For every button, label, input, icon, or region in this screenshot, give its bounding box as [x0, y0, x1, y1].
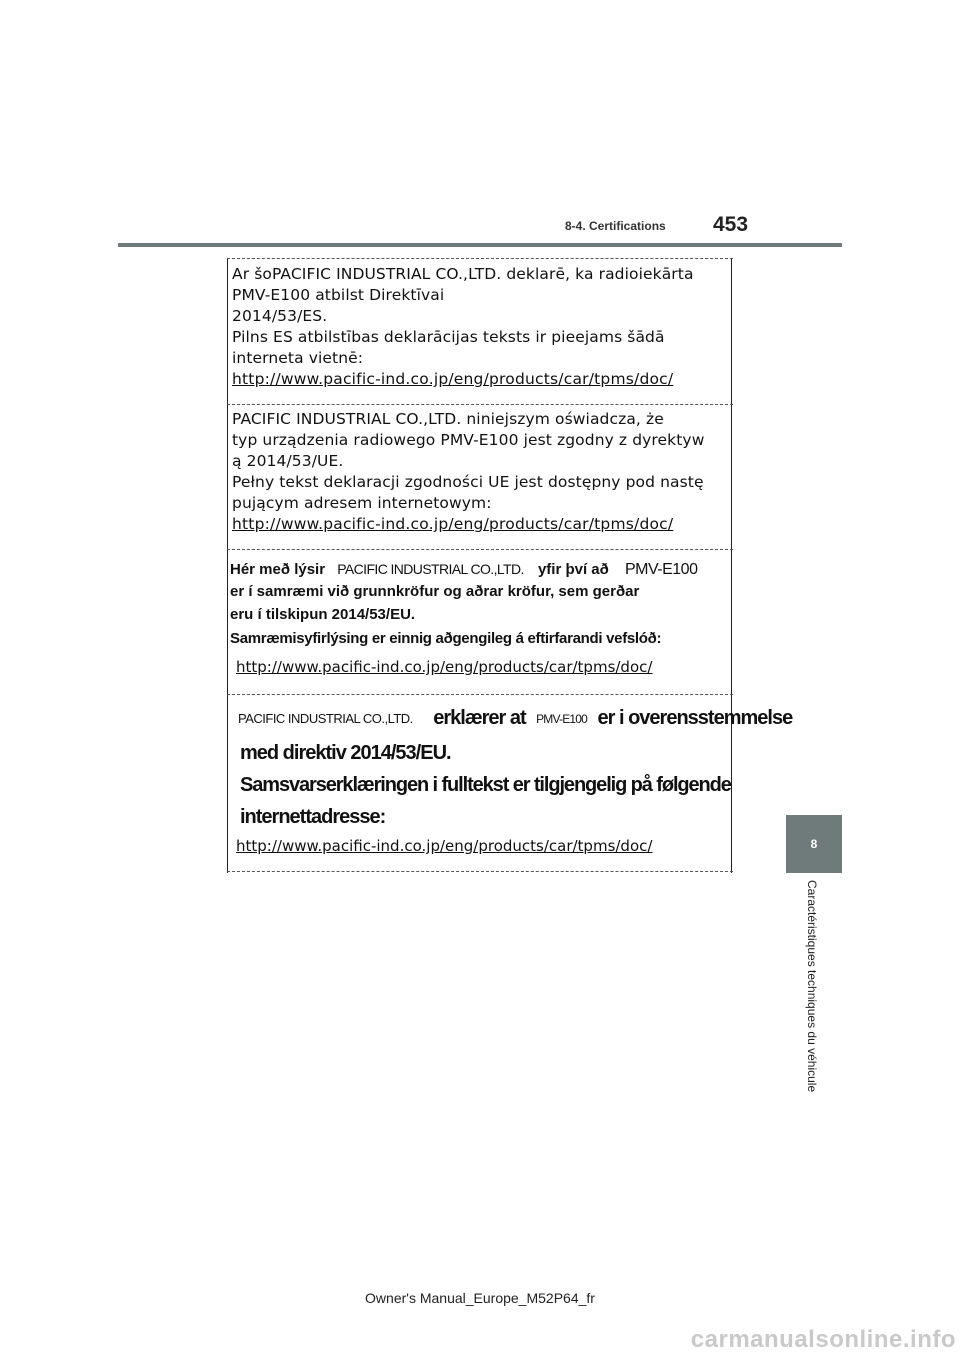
declaration-url-link[interactable]: http://www.pacific-ind.co.jp/eng/products/car/tpms/doc/: [236, 837, 653, 855]
text-line: er í samræmi við grunnkröfur og aðrar kröfur, sem gerðar: [230, 583, 640, 600]
chapter-label-container: [805, 880, 825, 1130]
text-line: eru í tilskipun 2014/53/EU.: [230, 606, 416, 623]
company-name: PACIFIC INDUSTRIAL CO.,LTD.: [238, 711, 413, 726]
text-line: interneta vietnē:: [232, 349, 364, 367]
declaration-url-link[interactable]: http://www.pacific-ind.co.jp/eng/products/car/tpms/doc/: [232, 515, 674, 533]
text-line: Pilns ES atbilstības deklarācijas teksts ir pieejams šādā: [232, 328, 665, 346]
text-line: internettadresse:: [240, 806, 386, 828]
chapter-label: Caractéristiques techniques du véhicule: [805, 880, 819, 1093]
text-line: Samsvarserklæringen i fulltekst er tilgjengelig på følgende: [240, 774, 731, 796]
table-bottom-border: [227, 871, 733, 872]
table-row-divider: [227, 549, 733, 550]
intro-text: Hér með lýsir: [230, 561, 326, 578]
declaration-latvian: [232, 264, 731, 390]
declaration-url-link[interactable]: http://www.pacific-ind.co.jp/eng/products/car/tpms/doc/: [232, 370, 674, 388]
section-title: 8-4. Certifications: [565, 219, 666, 233]
model-name: PMV-E100: [536, 711, 588, 726]
header-rule: [118, 243, 842, 247]
page-number: 453: [713, 213, 749, 236]
text-line: Ar šoPACIFIC INDUSTRIAL CO.,LTD. deklarē, ka radioiekārta: [232, 265, 694, 283]
text-line: Samræmisyfirlýsing er einnig aðgengileg á eftirfarandi vefslóð:: [230, 630, 662, 647]
text-line: [230, 561, 697, 579]
declaration-url-link[interactable]: http://www.pacific-ind.co.jp/eng/products/car/tpms/doc/: [236, 658, 653, 676]
table-row-divider: [227, 694, 733, 695]
text-line: ą 2014/53/UE.: [232, 452, 344, 470]
middle-text: yfir því að: [537, 561, 609, 578]
table-top-border: [227, 258, 733, 259]
company-name: PACIFIC INDUSTRIAL CO.,LTD.: [337, 561, 524, 577]
text-line: 2014/53/ES.: [232, 307, 328, 325]
text-line: [238, 707, 792, 730]
text-line: Pełny tekst deklaracji zgodności UE jest dostępny pod nastę: [232, 473, 704, 491]
text-line: med direktiv 2014/53/EU.: [240, 742, 451, 764]
chapter-number: 8: [810, 837, 818, 851]
text-line: pującym adresem internetowym:: [232, 494, 492, 512]
text-line: PACIFIC INDUSTRIAL CO.,LTD. niniejszym oświadcza, że: [232, 410, 664, 428]
chapter-tab: [786, 815, 842, 873]
text-line: typ urządzenia radiowego PMV-E100 jest zgodny z dyrektyw: [232, 431, 705, 449]
text-part: er i overensstemmelse: [597, 707, 793, 729]
text-part: erklærer at: [433, 707, 526, 729]
manual-id: Owner's Manual_Europe_M52P64_fr: [365, 1290, 595, 1306]
text-line: PMV-E100 atbilst Direktīvai: [232, 286, 445, 304]
table-row-divider: [227, 404, 733, 405]
model-name: PMV-E100: [624, 561, 698, 578]
certification-table: [227, 259, 793, 873]
declaration-polish: [232, 409, 731, 535]
watermark: carmanualsonline.info: [690, 1326, 956, 1353]
